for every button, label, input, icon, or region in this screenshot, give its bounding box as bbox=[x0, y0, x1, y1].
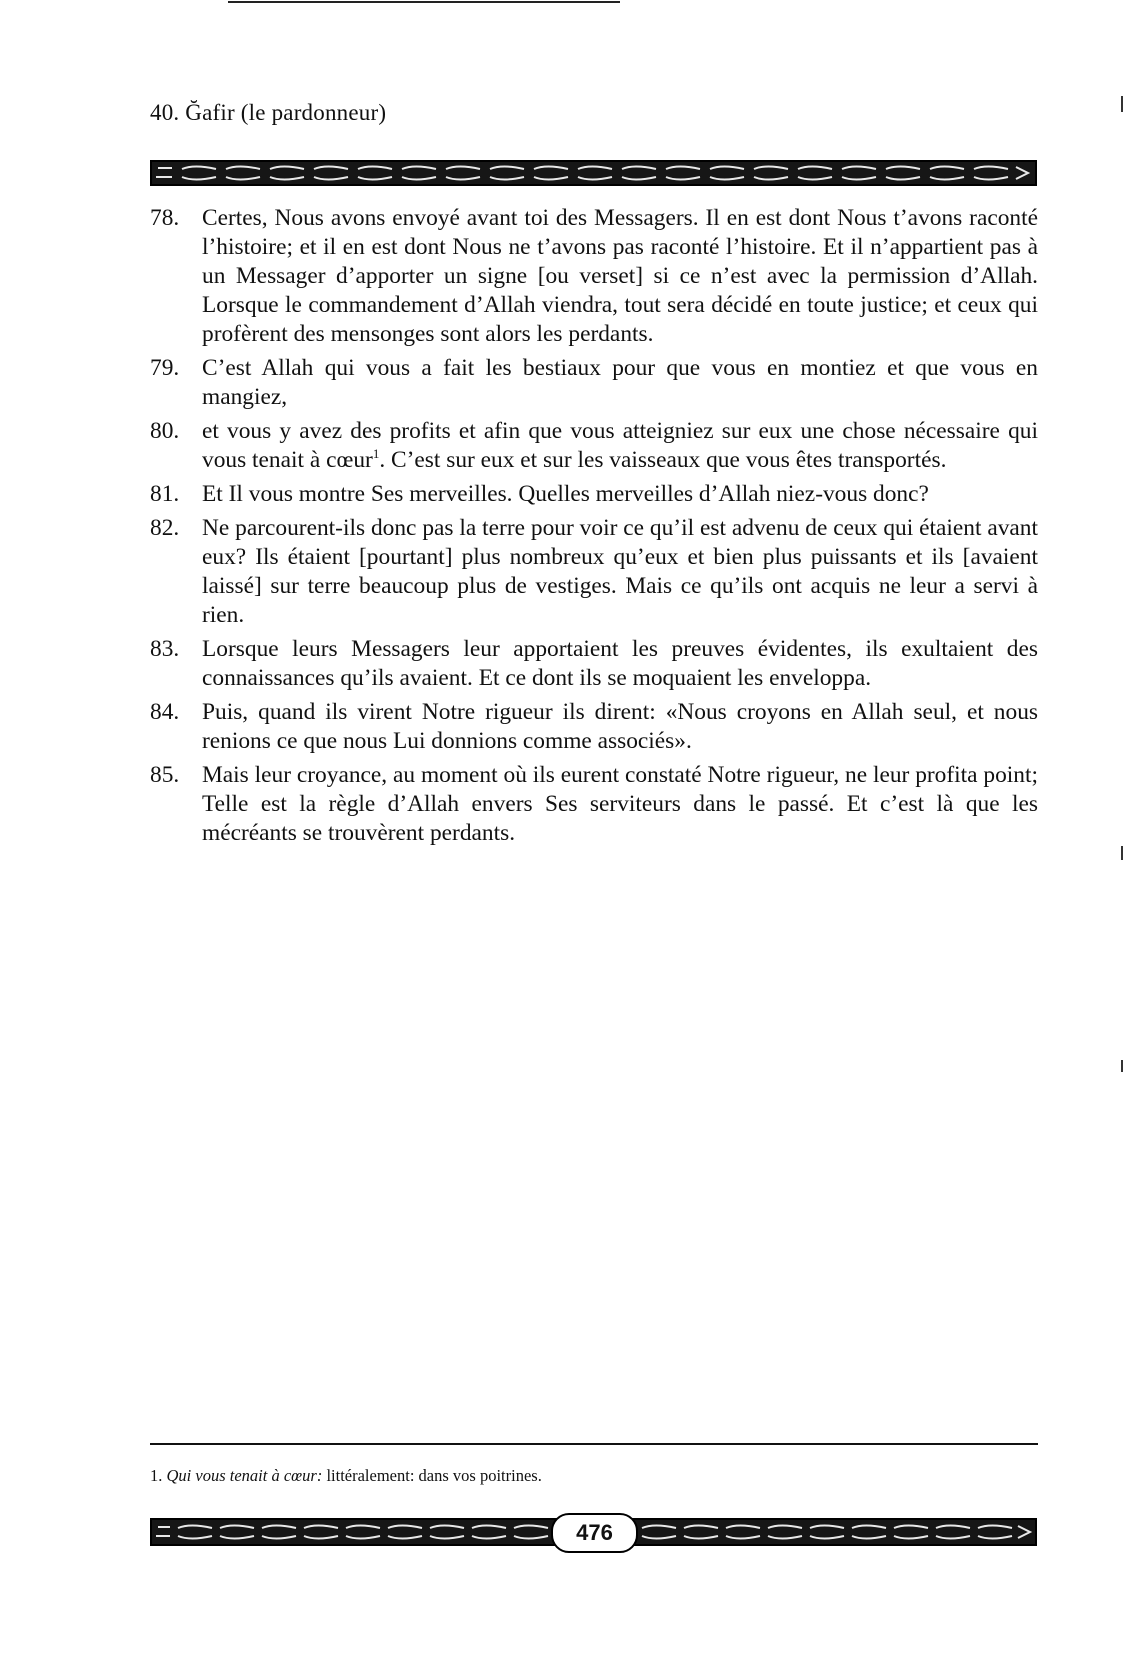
top-rule bbox=[228, 1, 620, 3]
footnote-reference[interactable]: 1 bbox=[372, 446, 380, 461]
scan-margin-mark bbox=[1121, 1060, 1123, 1072]
verse-text-after: . C’est sur eux et sur les vaisseaux que vous êtes transportés. bbox=[379, 447, 947, 473]
scan-margin-mark bbox=[1121, 96, 1123, 112]
verse-number: 79. bbox=[150, 355, 180, 381]
verse-82 bbox=[150, 514, 1038, 630]
verse-84 bbox=[150, 698, 1038, 756]
verse-number: 81. bbox=[150, 481, 180, 507]
verse-list bbox=[150, 204, 1038, 853]
verse-text: C’est Allah qui vous a fait les bestiaux pour que vous en montiez et que vous en mangiez, bbox=[202, 355, 1038, 410]
verse-text-before: et vous y avez des profits et afin que vous atteigniez sur eux une chose nécessaire qui vous tenait à cœur bbox=[202, 418, 1038, 473]
verse-80 bbox=[150, 417, 1038, 475]
verse-text: Certes, Nous avons envoyé avant toi des Messagers. Il en est dont Nous t’avons raconté l’histoire; et il en est dont Nous ne t’avons pas raconté l’histoire. Et il n’appartient pas à un Messager d’apporter un signe [ou verset] si ce n’est avec la permission d’Allah. Lorsque le commandement d’Allah viendra, tout sera décidé en toute justice; et ceux qui profèrent des mensonges sont alors les perdants. bbox=[202, 205, 1038, 347]
verse-83 bbox=[150, 635, 1038, 693]
verse-85 bbox=[150, 761, 1038, 848]
footnote-text: littéralement: dans vos poitrines. bbox=[326, 1466, 542, 1485]
scan-margin-mark bbox=[1121, 846, 1123, 860]
page-number: 476 bbox=[551, 1513, 638, 1553]
decorative-band-top bbox=[150, 160, 1037, 186]
verse-text: Lorsque leurs Messagers leur apportaient les preuves évidentes, ils exultaient des connaissances qu’ils avaient. Et ce dont ils se moquaient les enveloppa. bbox=[202, 636, 1038, 691]
verse-number: 83. bbox=[150, 636, 180, 662]
verse-text: Et Il vous montre Ses merveilles. Quelles merveilles d’Allah niez-vous donc? bbox=[202, 481, 929, 507]
verse-number: 82. bbox=[150, 515, 180, 541]
page-header: 40. Ğafir (le pardonneur) bbox=[150, 100, 387, 125]
footnote-number: 1. bbox=[150, 1466, 163, 1485]
verse-number: 84. bbox=[150, 699, 180, 725]
footnote bbox=[150, 1466, 542, 1486]
verse-number: 78. bbox=[150, 205, 180, 231]
verse-number: 85. bbox=[150, 762, 180, 788]
verse-number: 80. bbox=[150, 418, 180, 444]
verse-text: Mais leur croyance, au moment où ils eurent constaté Notre rigueur, ne leur profita point; Telle est la règle d’Allah envers Ses serviteurs dans le passé. Et c’est là que les mécréants se trouvèrent perdants. bbox=[202, 762, 1038, 846]
verse-text: Ne parcourent-ils donc pas la terre pour voir ce qu’il est advenu de ceux qui étaient avant eux? Ils étaient [pourtant] plus nombreux qu’eux et bien plus puissants et ils [avaient laissé] sur terre beaucoup plus de vestiges. Mais ce qu’ils ont acquis ne leur a servi à rien. bbox=[202, 515, 1038, 628]
footnote-term: Qui vous tenait à cœur: bbox=[166, 1466, 323, 1485]
verse-81 bbox=[150, 480, 1038, 509]
verse-79 bbox=[150, 354, 1038, 412]
verse-text bbox=[202, 417, 1038, 475]
verse-78 bbox=[150, 204, 1038, 349]
footnote-divider bbox=[150, 1443, 1038, 1445]
verse-text: Puis, quand ils virent Notre rigueur ils dirent: «Nous croyons en Allah seul, et nous renions ce que nous Lui donnions comme associés». bbox=[202, 699, 1038, 754]
